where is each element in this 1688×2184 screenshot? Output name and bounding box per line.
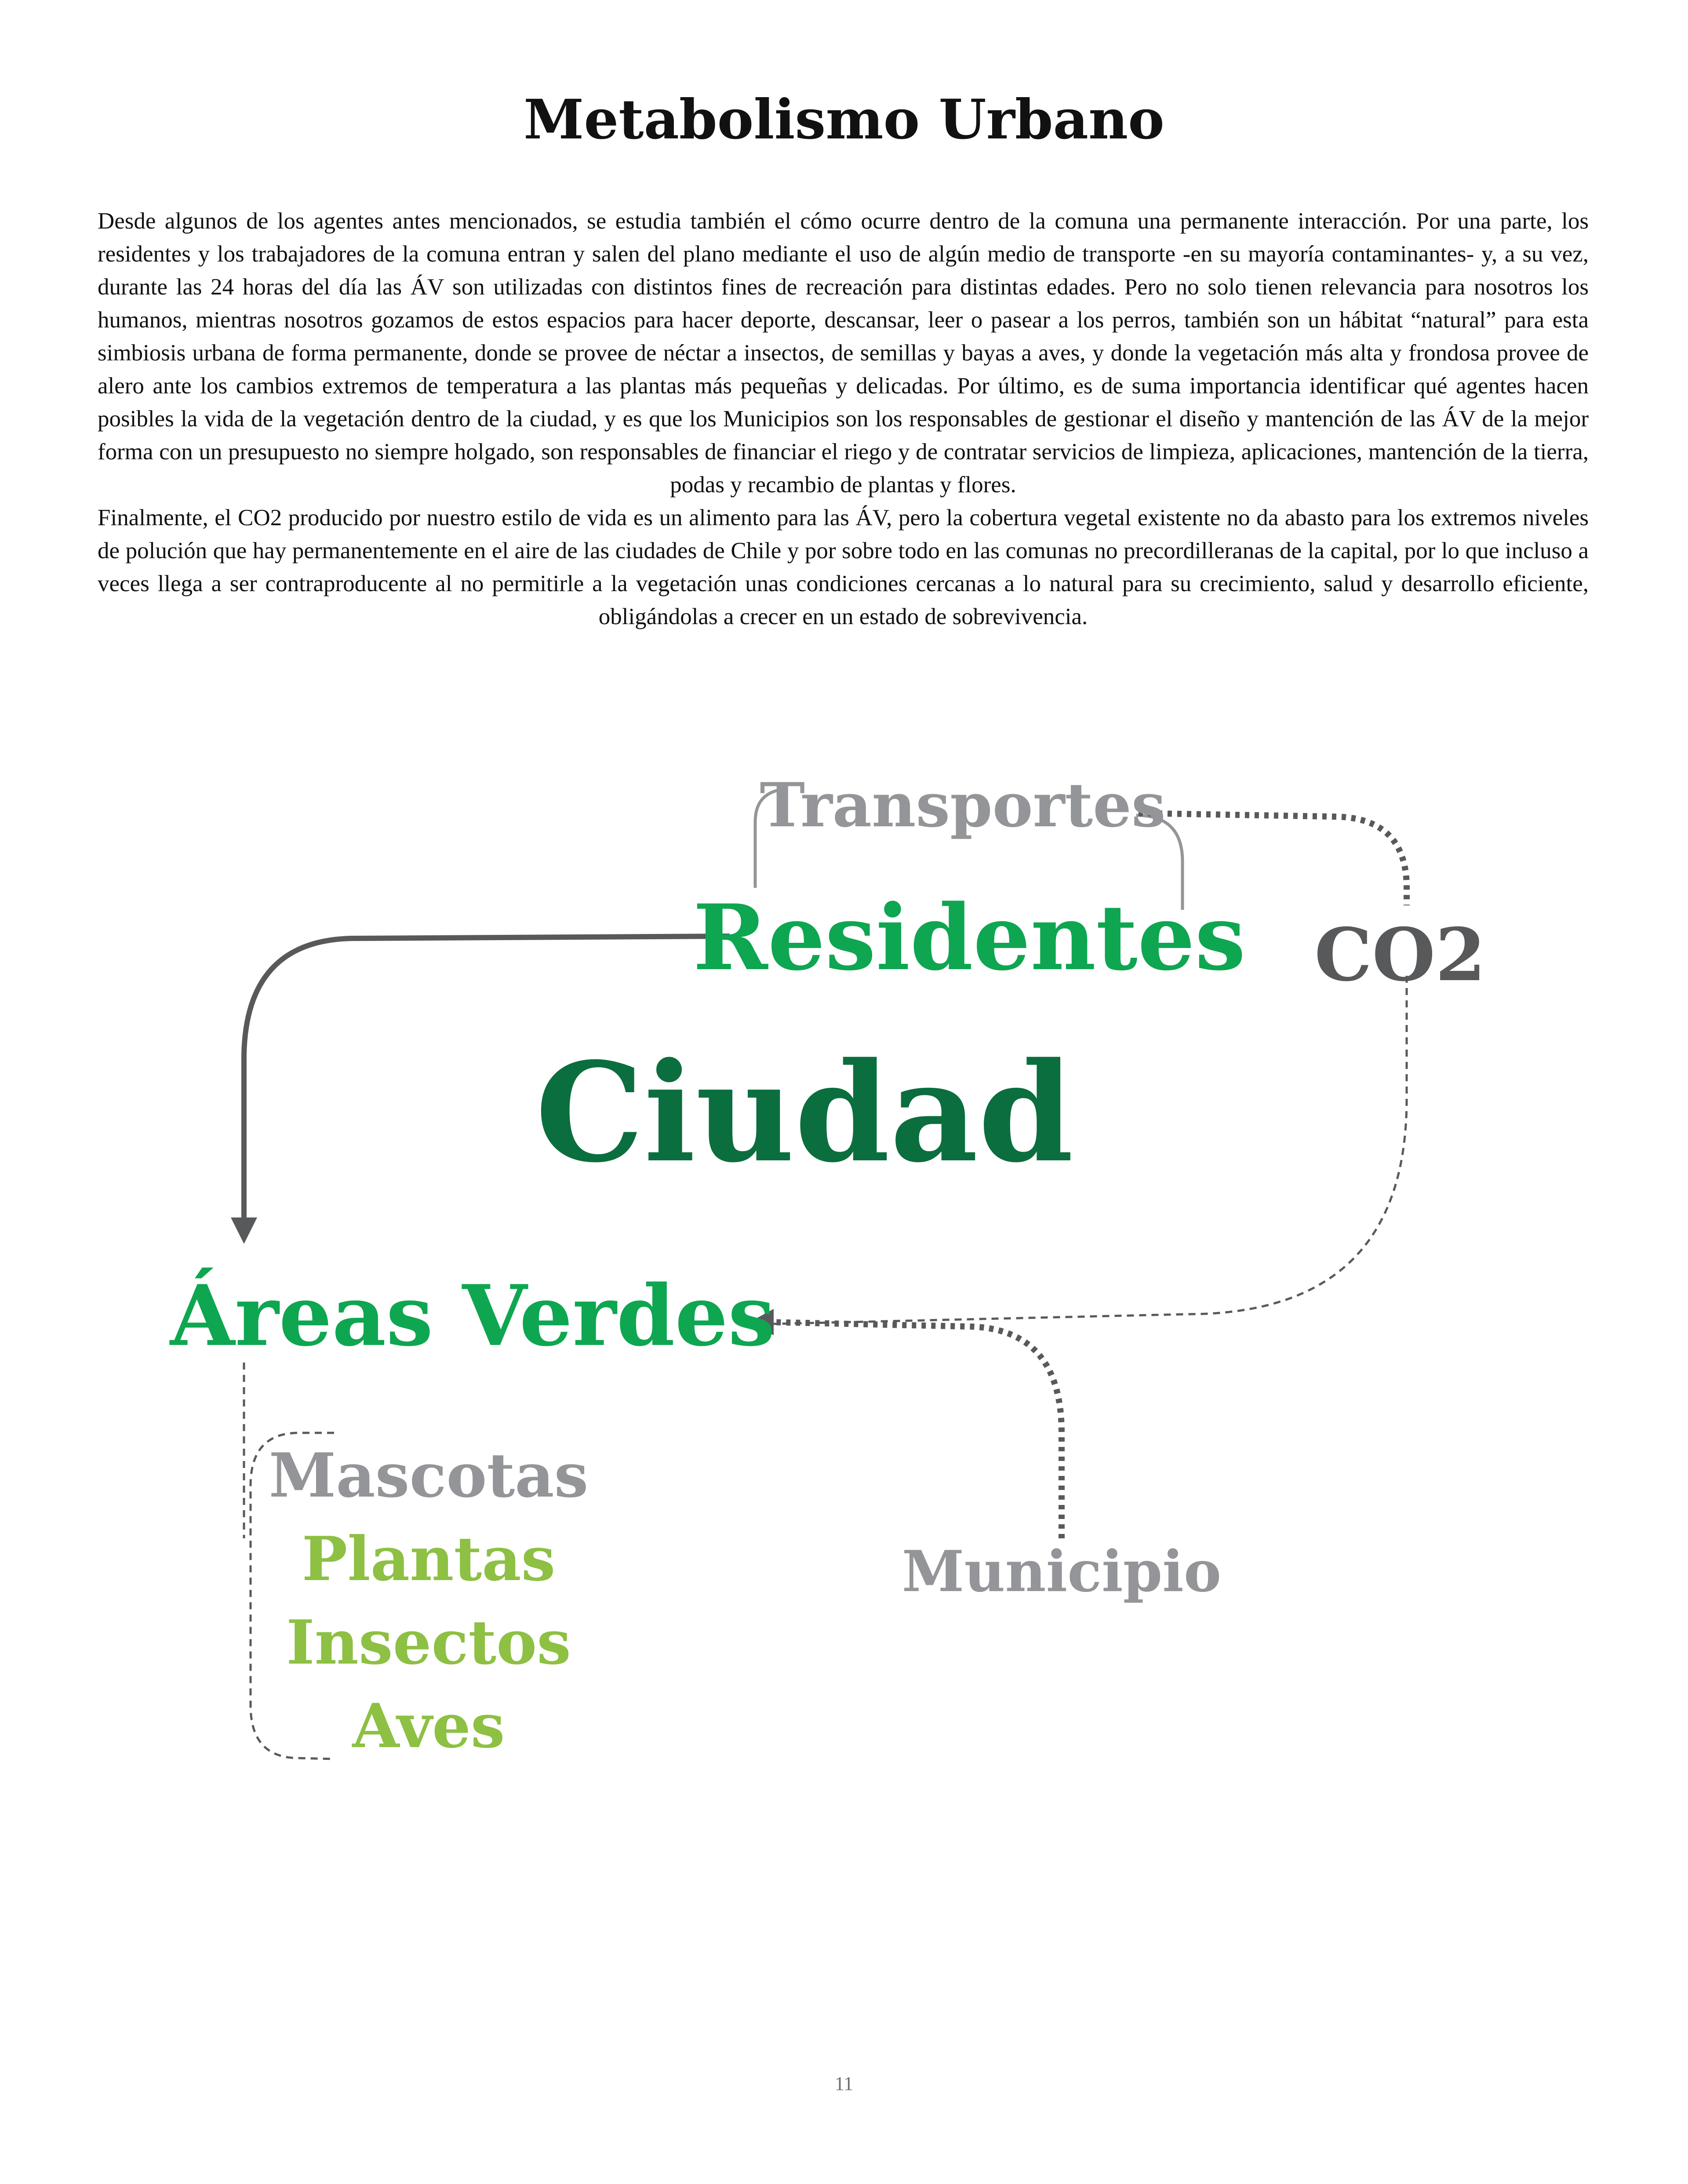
municipio-label: Municipio bbox=[902, 1539, 1222, 1605]
insectos-label: Insectos bbox=[286, 1606, 571, 1678]
page-title: Metabolismo Urbano bbox=[524, 88, 1164, 152]
municipio-areas-link bbox=[769, 1322, 1062, 1538]
co2-label: CO2 bbox=[1314, 912, 1486, 997]
plantas-label: Plantas bbox=[302, 1523, 556, 1595]
residentes-label: Residentes bbox=[693, 885, 1246, 991]
areas-verdes-label: Áreas Verdes bbox=[170, 1267, 775, 1365]
paragraph-1: Desde algunos de los agentes antes mencionados, se estudia también el cómo ocurre dentro de la comuna una permanente interacción. Por una parte, los residentes y los trabajadores de la comuna entran y salen del plano mediante el uso de algún medio de transporte -en su mayoría contaminantes- y, a su vez, durante las 24 horas del día las ÁV son utilizadas con distintos fines de recreación para distintas edades. Pero no solo tienen relevancia para nosotros los humanos, mientras nosotros gozamos de estos espacios para hacer deporte, descansar, leer o pasear a los perros, también son un hábitat “natural” para esta simbiosis urbana de forma permanente, donde se provee de néctar a insectos, de semillas y bayas a aves, y donde la vegetación más alta y frondosa provee de alero ante los cambios extremos de temperatura a las plantas más pequeñas y delicadas. Por último, es de suma importancia identificar qué agentes hacen posibles la vida de la vegetación dentro de la ciudad, y es que los Municipios son los responsables de gestionar el diseño y mantención de las ÁV de la mejor forma con un presupuesto no siempre holgado, son responsables de financiar el riego y de contratar servicios de limpieza, aplicaciones, mantención de la tierra, podas y recambio de plantas y flores. bbox=[98, 208, 1589, 498]
mascotas-label: Mascotas bbox=[269, 1439, 589, 1511]
page-number: 11 bbox=[834, 2073, 854, 2094]
residentes-areas-arrowhead bbox=[231, 1217, 257, 1244]
transportes-label: Transportes bbox=[760, 769, 1166, 841]
aves-label: Aves bbox=[352, 1690, 505, 1762]
paragraph-2: Finalmente, el CO2 producido por nuestro estilo de vida es un alimento para las ÁV, pero la cobertura vegetal existente no da abasto para los extremos niveles de polución que hay permanentemente en el aire de las ciudades de Chile y por sobre todo en las comunas no precordilleranas de la capital, por lo que incluso a veces llega a ser contraproducente al no permitirle a la vegetación unas condiciones cercanas a lo natural para su crecimiento, salud y desarrollo eficiente, obligándolas a crecer en un estado de sobrevivencia. bbox=[98, 505, 1589, 629]
ciudad-label: Ciudad bbox=[535, 1033, 1074, 1193]
